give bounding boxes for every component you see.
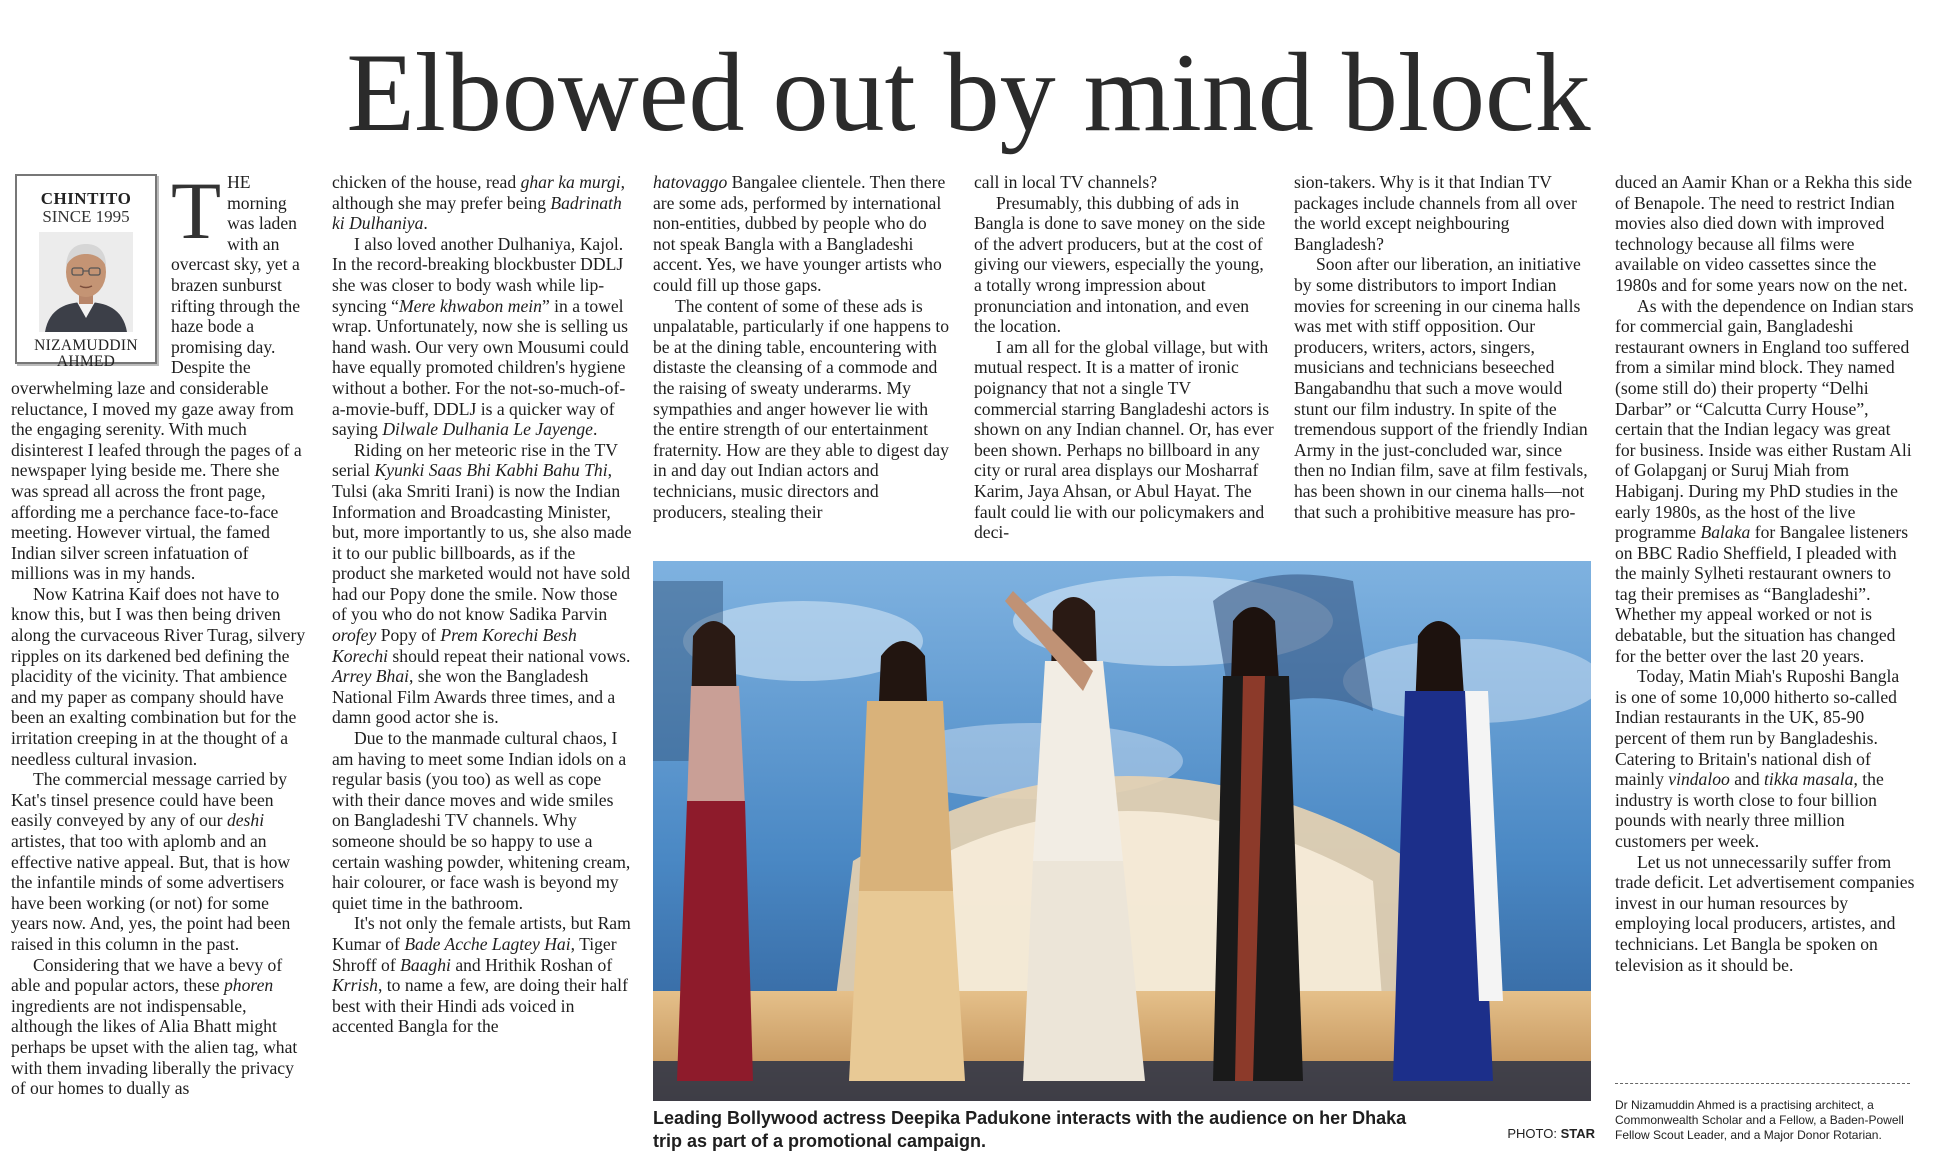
article-photo bbox=[653, 561, 1591, 1101]
paragraph: Considering that we have a bevy of able and popular actors, these phoren ingredients are not indispensable, although the likes of Alia Bhatt might perhaps be upset with the alien tag, what with them invading liberally the privacy of our homes to dually as bbox=[11, 954, 298, 1099]
paragraph: It's not only the female artists, but Ram Kumar of Bade Acche Lagtey Hai, Tiger Shroff of Baaghi and Hrithik Roshan of Krrish, to name a few, are doing their half best with their Hindi ads voiced in accented Bangla for the bbox=[332, 913, 631, 1037]
author-portrait bbox=[39, 232, 133, 332]
paragraph: Due to the manmade cultural chaos, I am having to meet some Indian idols on a regular basis (you too) as well as cope with their dance moves and wide smiles on Bangladeshi TV channels. Why someone should be so happy to use a certain washing powder, whitening cream, hair colourer, or face wash is beyond my quiet time in the bathroom. bbox=[332, 728, 631, 913]
byline-box bbox=[15, 174, 157, 370]
stage-photo-illustration bbox=[653, 561, 1591, 1101]
paragraph: sion-takers. Why is it that Indian TV packages include channels from all over the world except neighbouring Bangladesh? bbox=[1294, 172, 1577, 254]
article-column-4 bbox=[974, 172, 1274, 543]
paragraph: Soon after our liberation, an initiative by some distributors to import Indian movies for screening in our cinema halls was met with stiff opposition. Our producers, writers, actors, singers, musicians and technicians beseeched Bangabandhu that such a move would stunt our film industry. In spite of the tremendous support of the friendly Indian Army in the just-concluded war, since then no Indian film, save at film festivals, has been shown in our cinema halls—not that such a prohibitive measure has pro- bbox=[1294, 254, 1588, 522]
article-column-3 bbox=[653, 172, 953, 522]
article-column-1 bbox=[11, 165, 309, 1099]
photo-caption: Leading Bollywood actress Deepika Padukone interacts with the audience on her Dhaka trip as part of a promotional campaign. bbox=[653, 1108, 1407, 1151]
paragraph: chicken of the house, read ghar ka murgi, although she may prefer being Badrinath ki Dulhaniya. bbox=[332, 172, 626, 234]
paragraph: duced an Aamir Khan or a Rekha this side of Benapole. The need to restrict Indian movies also died down with improved technology because all films were available on video cassettes since the 1980s and for some years now on the net. bbox=[1615, 172, 1913, 295]
column-name: CHINTITO bbox=[40, 189, 132, 208]
paragraph: call in local TV channels? bbox=[974, 172, 1158, 192]
author-bio: Dr Nizamuddin Ahmed is a practising architect, a Commonwealth Scholar and a Fellow, a Baden-Powell Fellow Scout Leader, and a Major Donor Rotarian. bbox=[1615, 1098, 1904, 1142]
paragraph: Presumably, this dubbing of ads in Bangla is done to save money on the side of the advert producers, but at the cost of giving our viewers, especially the young, a totally wrong impression about pronunciation and intonation, and even the location. bbox=[974, 192, 1266, 337]
photo-credit: PHOTO: STAR bbox=[1507, 1126, 1595, 1141]
author-name: NIZAMUDDIN AHMED bbox=[34, 337, 138, 370]
paragraph: Today, Matin Miah's Ruposhi Bangla is one of some 10,000 hitherto so-called Indian restaurants in the UK, 85-90 percent of them run by Bangladeshis. Catering to Britain's national dish of mainly vindaloo and tikka masala, the industry is worth close to four billion pounds with nearly three million customers per week. bbox=[1615, 666, 1900, 851]
paragraph: Riding on her meteoric rise in the TV serial Kyunki Saas Bhi Kabhi Bahu Thi, Tulsi (aka Smriti Irani) is now the Indian Information and Broadcasting Minister, but, more importantly to us, she also made it to our public billboards, as if the product she marketed would not have sold had our Popy done the smile. Now those of you who do not know Sadika Parvin orofey Popy of Prem Korechi Besh Korechi should repeat their national vows. Arrey Bhai, she won the Bangladesh National Film Awards three times, and a damn good actor she is. bbox=[332, 439, 632, 728]
article-column-5 bbox=[1294, 172, 1594, 522]
headline: Elbowed out by mind block bbox=[346, 31, 1591, 155]
paragraph: The commercial message carried by Kat's tinsel presence could have been easily conveyed by any of our deshi artistes, that too with aplomb and an effective native appeal. But, that is how the infantile minds of some advertisers have been working (or not) for some years now. And, yes, the point had been raised in this column in the past. bbox=[11, 769, 291, 954]
paragraph: HE morning was laden with an overcast sky, yet a brazen sunburst rifting through the haze bode a promising day. Despite the overwhelming laze and considerable reluctance, I moved my gaze away from the engaging serenity. With much disinterest I leafed through the pages of a newspaper lying beside me. There she was spread all across the front page, affording me a perchance face-to-face meeting. However virtual, the famed Indian silver screen infatuation of millions was in my hands. bbox=[11, 172, 302, 584]
article-column-2 bbox=[332, 172, 632, 1037]
column-since: SINCE 1995 bbox=[42, 207, 130, 226]
article-column-6 bbox=[1615, 172, 1915, 975]
paragraph: I also loved another Dulhaniya, Kajol. In the record-breaking blockbuster DDLJ she was closer to body wash while lip-syncing “Mere khwabon mein” in a towel wrap. Unfortunately, now she is selling us hand wash. Our very own Mousumi could have equally promoted children's hygiene without a bother. For the not-so-much-of-a-movie-buff, DDLJ is a quicker way of saying Dilwale Dulhania Le Jayenge. bbox=[332, 233, 629, 440]
paragraph: Now Katrina Kaif does not have to know this, but I was then being driven along the curvaceous River Turag, silvery ripples on its darkened bed defining the placidity of the vicinity. That ambience and my paper as company should have been an exalting combination but for the irritation creeping in at the thought of a needless cultural invasion. bbox=[11, 583, 306, 769]
bio-divider bbox=[1615, 1083, 1910, 1084]
paragraph: As with the dependence on Indian stars for commercial gain, Bangladeshi restaurant owners in England too suffered from a similar mind block. They named (some still do) their property “Delhi Darbar” or “Calcutta Curry House”, certain that the Indian legacy was great for business. Inside was either Rustam Ali of Golapganj or Suruj Miah from Habiganj. During my PhD studies in the early 1980s, as the host of the live programme Balaka for Bangalee listeners on BBC Radio Sheffield, I pleaded with the mainly Sylheti restaurant owners to tag their premises as “Bangladeshi”. Whether my appeal worked or not is debatable, but the situation has changed for the better over the last 20 years. bbox=[1615, 295, 1914, 666]
paragraph: hatovaggo Bangalee clientele. Then there are some ads, performed by international non-entities, dubbed by people who do not speak Bangla with a Bangladeshi accent. Yes, we have younger artists who could fill up those gaps. bbox=[653, 172, 946, 295]
paragraph: I am all for the global village, but with mutual respect. It is a matter of ironic poignancy that not a single TV commercial starring Bangladeshi actors is shown on any Indian channel. Or, has ever been shown. Perhaps no billboard in any city or rural area displays our Mosharraf Karim, Jaya Ahsan, or Abul Hayat. The fault could lie with our policymakers and deci- bbox=[974, 336, 1274, 543]
paragraph: Let us not unnecessarily suffer from trade deficit. Let advertisement companies invest in our human resources by employing local producers, artistes, and technicians. Let Bangla be spoken on television as it should be. bbox=[1615, 851, 1915, 975]
drop-cap: T bbox=[171, 165, 222, 256]
paragraph: The content of some of these ads is unpalatable, particularly if one happens to be at the dining table, encountering with distaste the cleansing of a commode and the raising of sweaty underarms. My sympathies and anger however lie with the entire strength of our entertainment fraternity. How are they able to digest day in and day out Indian actors and technicians, music directors and producers, stealing their bbox=[653, 295, 950, 522]
